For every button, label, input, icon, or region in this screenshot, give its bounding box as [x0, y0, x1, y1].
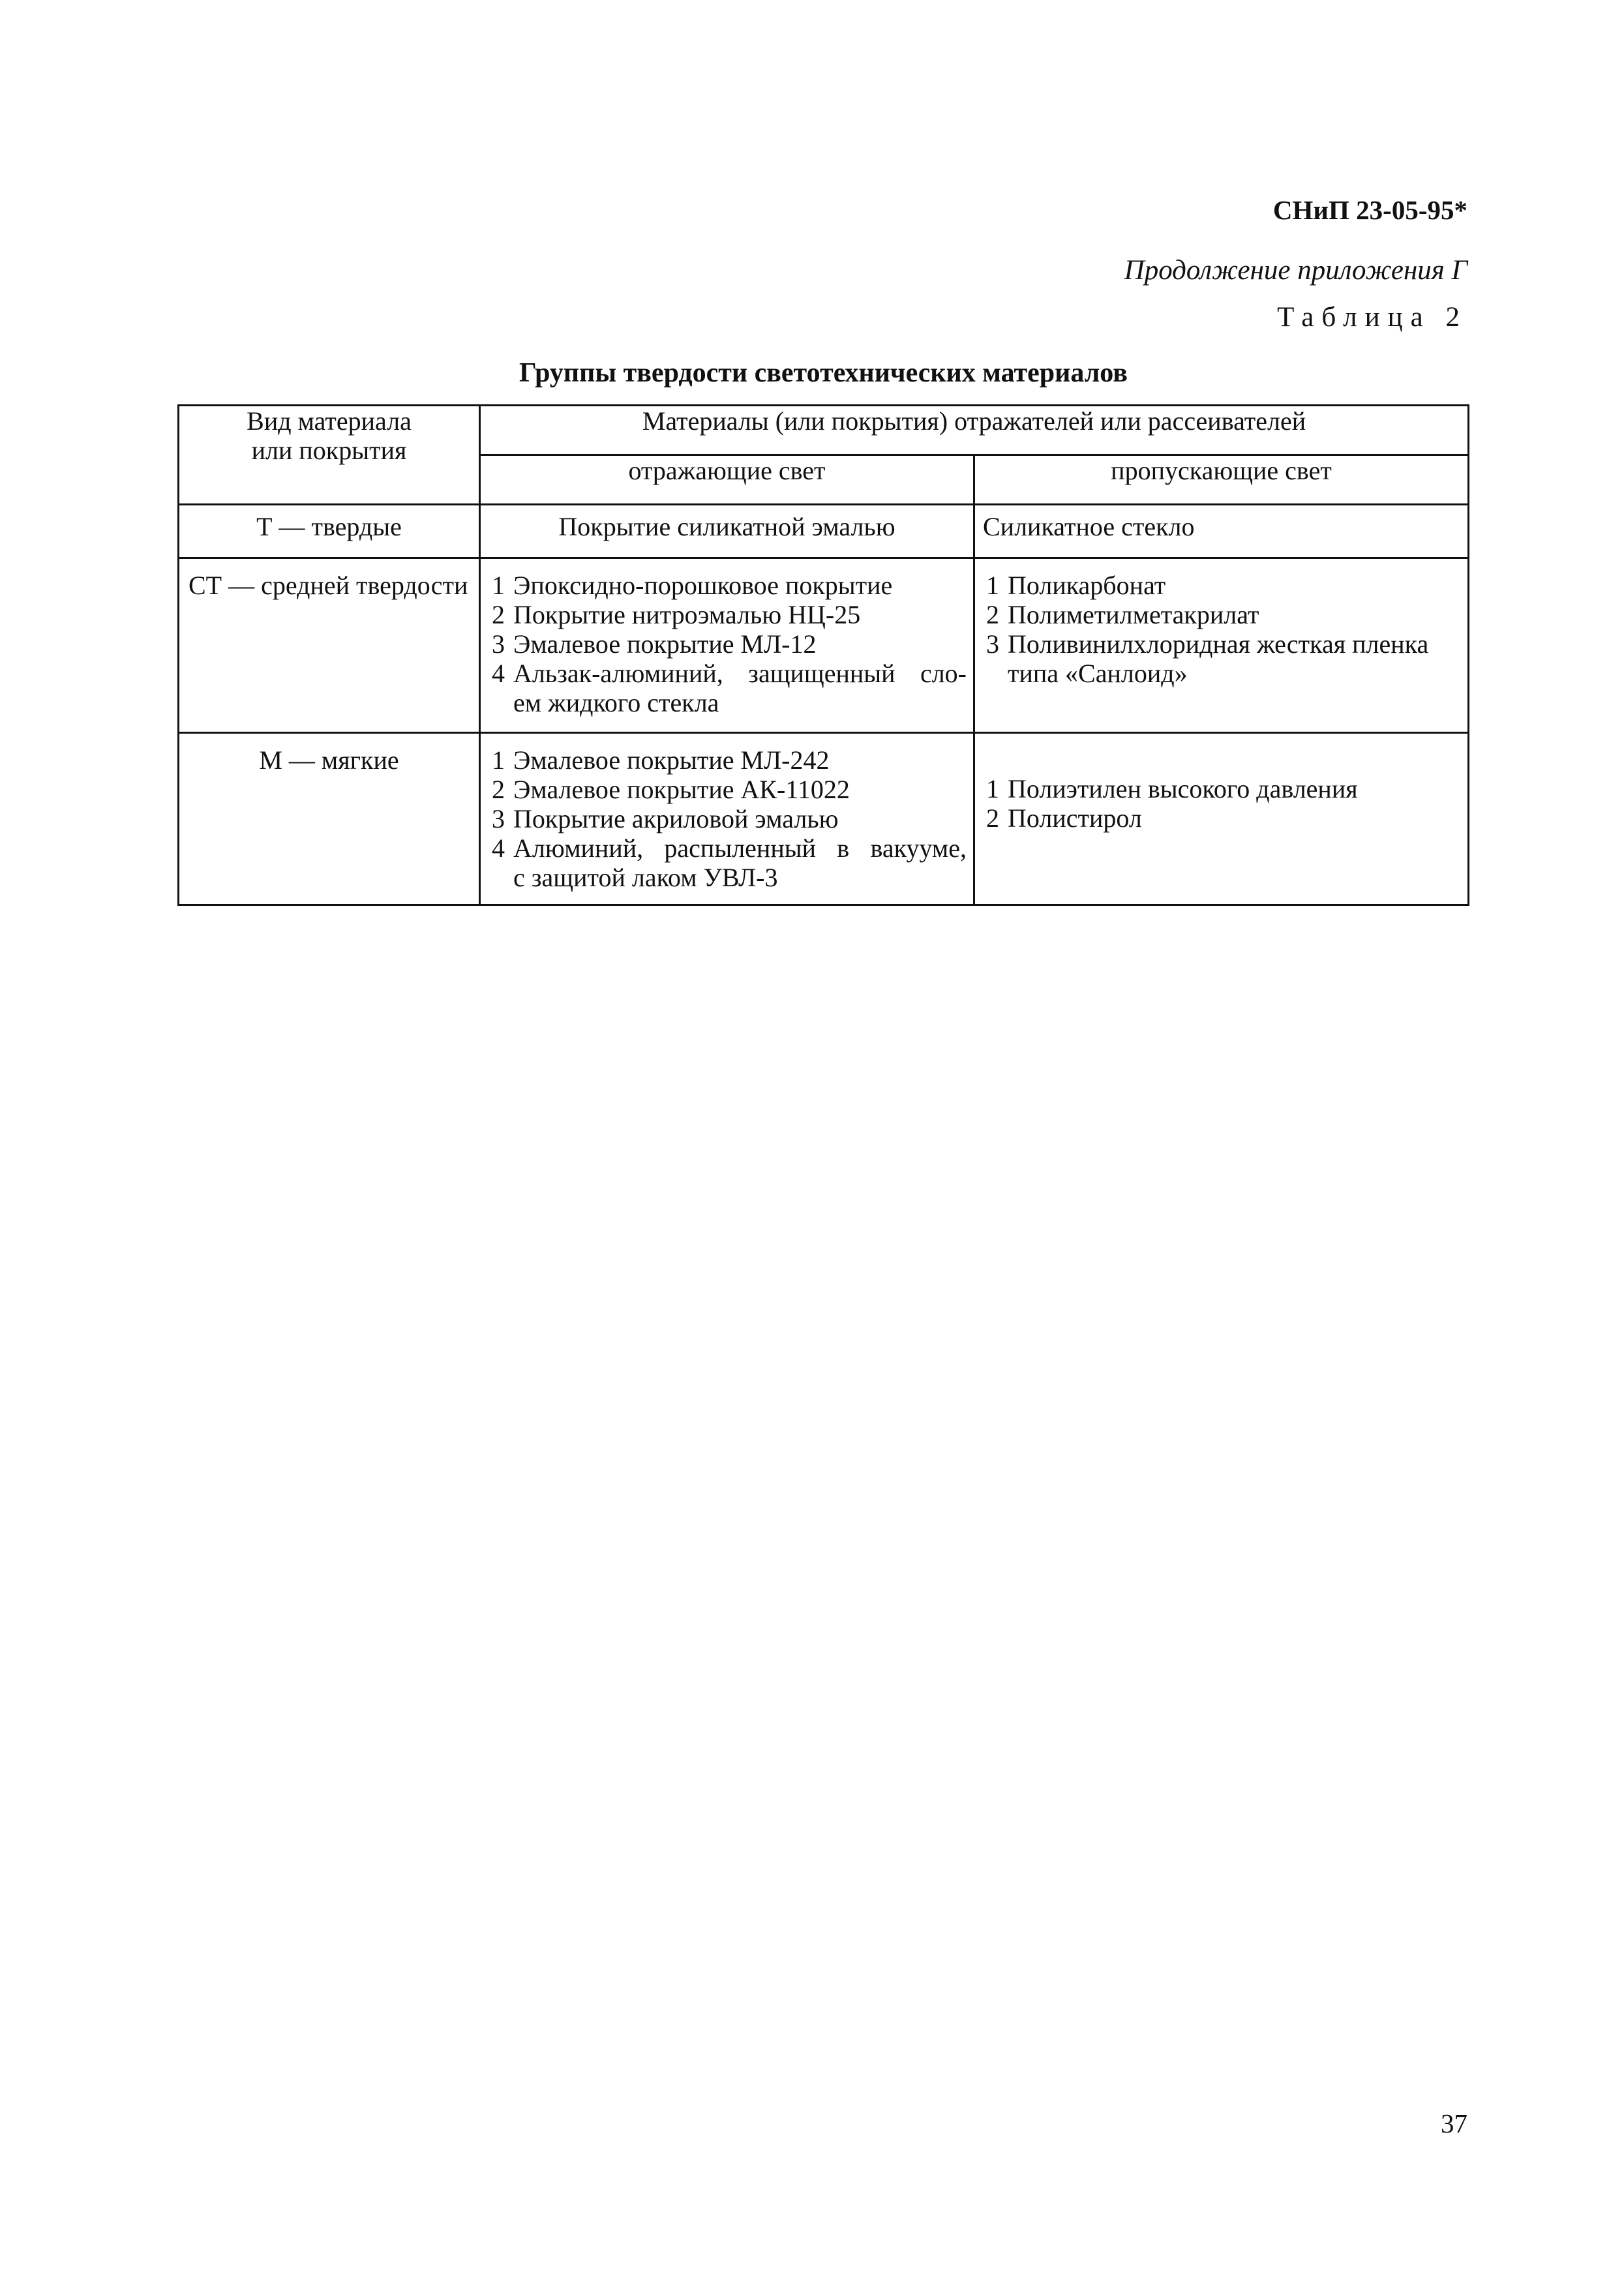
list-item: 2 Полистирол [986, 803, 1142, 833]
row-reflecting [480, 733, 974, 905]
row-kind: Т — твердые [179, 505, 480, 558]
list-item: 1 Полиэтилен высокого давления [986, 774, 1358, 803]
list-item: 1 Эпоксидно-порошковое покрытие [492, 571, 893, 600]
table-row [179, 733, 1469, 905]
row-transmitting: Силикатное стекло [974, 505, 1469, 558]
list-item: 2 Эмалевое покрытие АК-11022 [492, 775, 850, 804]
header-reflecting: отражающие свет [480, 455, 974, 505]
hardness-table [177, 404, 1469, 906]
row-transmitting [974, 733, 1469, 905]
list-item: 4 Алюминий, распыленный в вакууме, [492, 833, 967, 863]
table-row [179, 505, 1469, 558]
table-row [179, 558, 1469, 733]
list-item-continuation: ем жидкого стекла [513, 688, 719, 717]
row-kind: СТ — средней твердости [179, 558, 480, 733]
page-number: 37 [1441, 2108, 1467, 2138]
appendix-continuation: Продолжение приложения Г [1124, 255, 1467, 286]
list-item-continuation: с защитой лаком УВЛ-3 [513, 863, 778, 892]
table-label: Таблица 2 [1277, 302, 1467, 333]
header-materials: Материалы (или покрытия) отражателей или рассеивателей [480, 406, 1469, 455]
list-item: 2 Покрытие нитроэмалью НЦ-25 [492, 600, 861, 629]
list-item: 2 Полиметилметакрилат [986, 600, 1259, 629]
list-item-continuation: типа «Санлоид» [1008, 659, 1188, 688]
header-transmitting: пропускающие свет [974, 455, 1469, 505]
header-kind: Вид материала или покрытия [179, 406, 480, 505]
list-item: 1 Поликарбонат [986, 571, 1166, 600]
row-reflecting [480, 558, 974, 733]
document-code: СНиП 23-05-95* [1272, 195, 1467, 225]
row-reflecting: Покрытие силикатной эмалью [480, 505, 974, 558]
list-item: 1 Эмалевое покрытие МЛ-242 [492, 745, 830, 775]
row-kind: М — мягкие [179, 733, 480, 905]
list-item: 3 Эмалевое покрытие МЛ-12 [492, 629, 817, 659]
list-item: 4 Альзак-алюминий, защищенный сло- [492, 659, 967, 688]
row-transmitting [974, 558, 1469, 733]
list-item: 3 Покрытие акриловой эмалью [492, 804, 839, 833]
table-title: Группы твердости светотехнических материалов [519, 358, 1128, 388]
list-item: 3 Поливинилхлоридная жесткая пленка [986, 629, 1429, 659]
